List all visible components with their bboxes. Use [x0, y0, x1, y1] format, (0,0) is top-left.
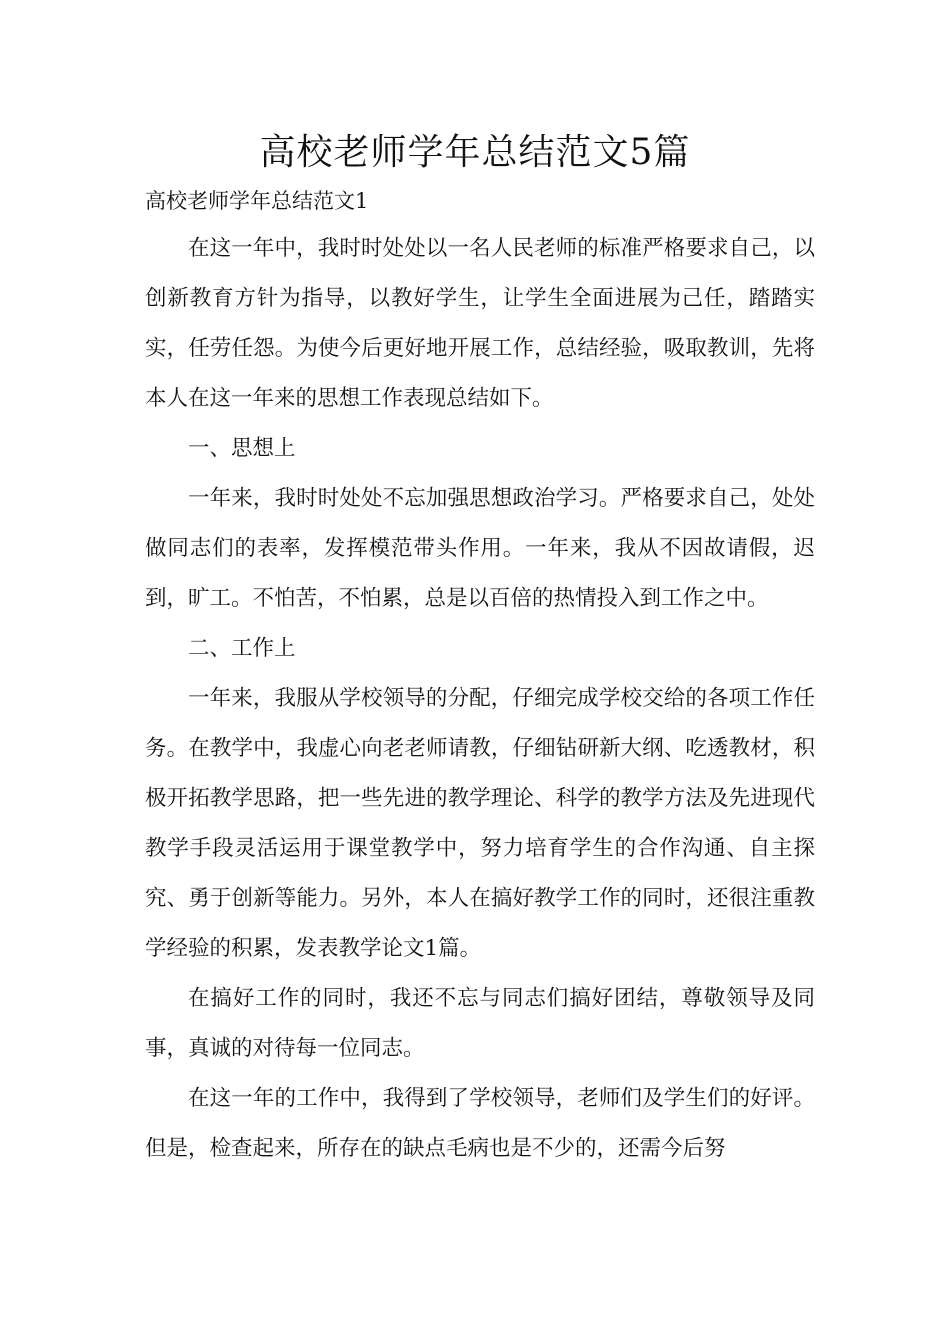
- paragraph-work: 一年来，我服从学校领导的分配，仔细完成学校交给的各项工作任务。在教学中，我虚心向老老师请教，仔细钻研新大纲、吃透教材，积极开拓教学思路，把一些先进的教学理论、科学的教学方法及先进现代教学手段灵活运用于课堂教学中，努力培育学生的合作沟通、自主探究、勇于创新等能力。另外，本人在搞好教学工作的同时，还很注重教学经验的积累，发表教学论文1篇。: [145, 686, 815, 961]
- document-body: [145, 224, 815, 1174]
- paragraph-unity: 在搞好工作的同时，我还不忘与同志们搞好团结，尊敬领导及同事，真诚的对待每一位同志。: [145, 986, 815, 1061]
- paragraph-thought: 一年来，我时时处处不忘加强思想政治学习。严格要求自己，处处做同志们的表率，发挥模范带头作用。一年来，我从不因故请假，迟到，旷工。不怕苦，不怕累，总是以百倍的热情投入到工作之中。: [145, 486, 815, 611]
- heading-work: 二、工作上: [188, 636, 296, 661]
- paragraph-evaluation: 在这一年的工作中，我得到了学校领导，老师们及学生们的好评。但是，检查起来，所存在的缺点毛病也是不少的，还需今后努: [145, 1086, 815, 1161]
- section-heading: 高校老师学年总结范文1: [145, 189, 369, 213]
- paragraph-intro: 在这一年中，我时时处处以一名人民老师的标准严格要求自己，以创新教育方针为指导，以教好学生，让学生全面进展为己任，踏踏实实，任劳任怨。为使今后更好地开展工作，总结经验，吸取教训，先将本人在这一年来的思想工作表现总结如下。: [145, 236, 815, 411]
- heading-thought: 一、思想上: [188, 436, 296, 461]
- document-title: 高校老师学年总结范文5篇: [259, 132, 691, 173]
